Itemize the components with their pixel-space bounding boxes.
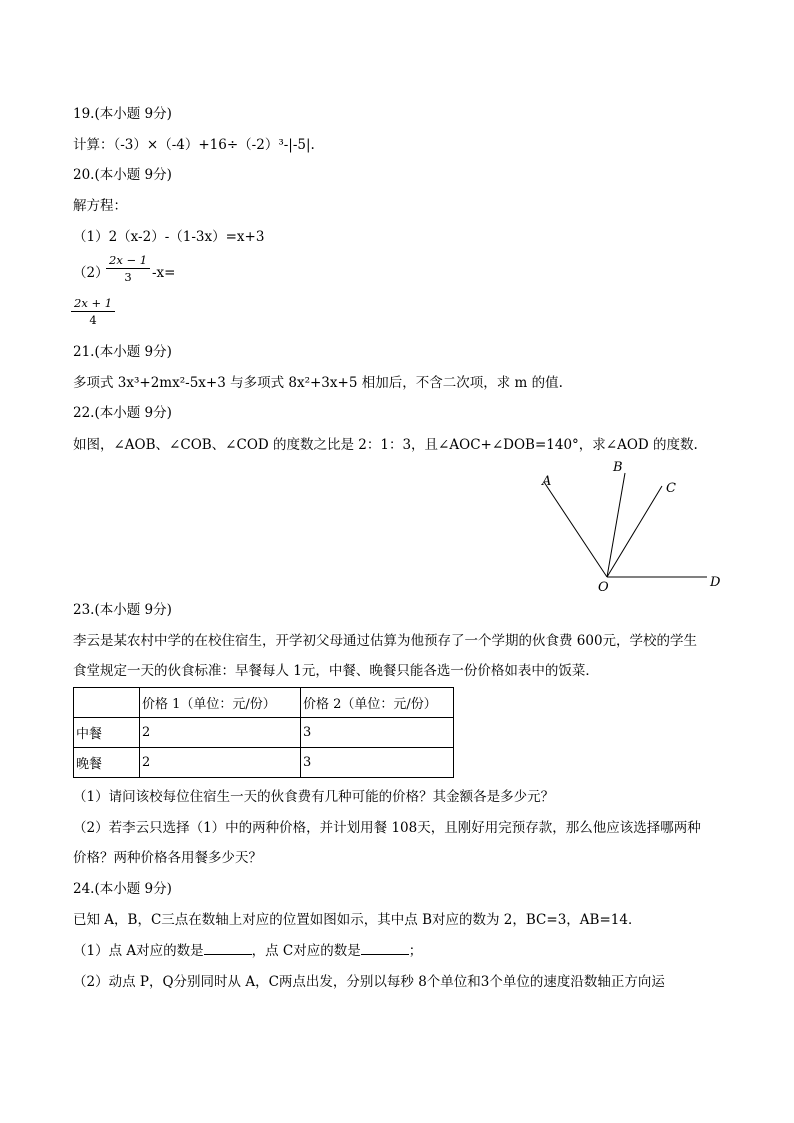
q24-part1-b: ，点 C对应的数是 <box>251 943 361 959</box>
price-table <box>73 687 454 778</box>
q24-part1-c: ； <box>408 943 423 959</box>
q24-part1-a: （1）点 A对应的数是 <box>73 943 204 959</box>
q21-header: 21.(本小题 9分) <box>73 344 172 360</box>
table-header-cell <box>74 688 140 718</box>
answer-blank-a[interactable] <box>204 942 252 955</box>
q22-header: 22.(本小题 9分) <box>73 405 172 421</box>
table-cell: 晚餐 <box>74 748 140 778</box>
q20-part1: （1）2（x-2）-（1-3x）=x+3 <box>73 229 265 245</box>
table-cell: 2 <box>140 748 301 778</box>
table-header-row <box>74 688 454 718</box>
table-header-cell: 价格 2（单位：元/份） <box>301 688 454 718</box>
table-cell: 3 <box>301 718 454 748</box>
q24-part1 <box>73 942 422 960</box>
fraction-denominator: 4 <box>89 313 97 327</box>
fraction-numerator: 2x + 1 <box>74 296 113 310</box>
q24-part2: （2）动点 P，Q分别同时从 A，C两点出发，分别以每秒 8个单位和3个单位的速度沿数轴正方向运 <box>73 974 665 990</box>
label-c: C <box>666 481 676 496</box>
q20-intro: 解方程： <box>73 198 127 214</box>
fraction-bar <box>106 268 150 269</box>
table-cell: 中餐 <box>74 718 140 748</box>
q23-part2-line2: 价格？两种价格各用餐多少天？ <box>73 850 262 866</box>
label-b: B <box>613 460 623 475</box>
q19-text: 计算：（-3）×（-4）+16÷（-2）³-|-5|. <box>73 137 315 153</box>
angle-figure <box>530 455 730 595</box>
q19-header: 19.(本小题 9分) <box>73 106 172 122</box>
fraction-bar <box>71 311 115 312</box>
q24-header: 24.(本小题 9分) <box>73 881 172 897</box>
q22-text: 如图，∠AOB、∠COB、∠COD 的度数之比是 2：1：3，且∠AOC+∠DOB=140°，求∠AOD 的度数. <box>73 437 698 453</box>
table-cell: 2 <box>140 718 301 748</box>
fraction-denominator: 3 <box>124 270 132 284</box>
table-row <box>74 748 454 778</box>
q20-part2-mid: -x= <box>152 265 176 281</box>
label-a: A <box>542 474 552 489</box>
q20-header: 20.(本小题 9分) <box>73 167 172 183</box>
label-d: D <box>710 575 721 590</box>
q23-line1: 李云是某农村中学的在校住宿生，开学初父母通过估算为他预存了一个学期的伙食费 600元，学校的学生 <box>73 633 698 649</box>
fraction-numerator: 2x − 1 <box>109 253 148 267</box>
q20-part2-prefix: （2） <box>73 265 109 281</box>
q23-part1: （1）请问该校每位住宿生一天的伙食费有几种可能的价格？其金额各是多少元？ <box>73 789 555 805</box>
q24-text: 已知 A，B，C三点在数轴上对应的位置如图如示，其中点 B对应的数为 2，BC=3，AB=14． <box>73 912 642 928</box>
q20-fraction-1 <box>106 253 150 284</box>
q21-text: 多项式 3x³+2mx²-5x+3 与多项式 8x²+3x+5 相加后，不含二次项，求 m 的值. <box>73 375 563 391</box>
label-o: O <box>598 580 609 595</box>
q20-fraction-2 <box>71 296 115 327</box>
table-cell: 3 <box>301 748 454 778</box>
ray-oa <box>544 482 607 577</box>
q23-header: 23.(本小题 9分) <box>73 602 172 618</box>
answer-blank-c[interactable] <box>361 942 409 955</box>
table-row <box>74 718 454 748</box>
table-header-cell: 价格 1（单位：元/份） <box>140 688 301 718</box>
q23-line2: 食堂规定一天的伙食标准：早餐每人 1元，中餐、晚餐只能各选一份价格如表中的饭菜． <box>73 663 599 679</box>
q23-part2-line1: （2）若李云只选择（1）中的两种价格，并计划用餐 108天，且刚好用完预存款，那么他应该选择哪两种 <box>73 820 701 836</box>
